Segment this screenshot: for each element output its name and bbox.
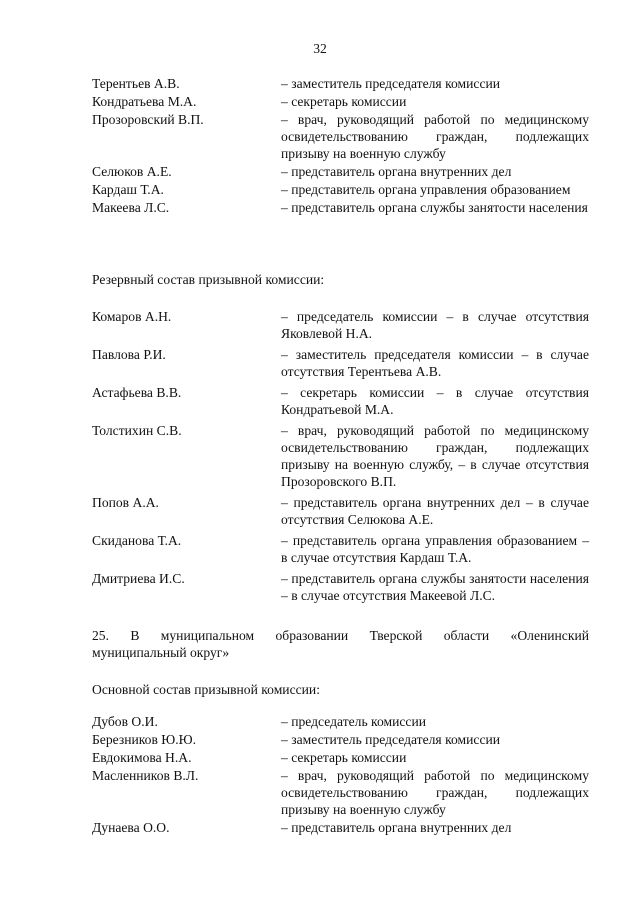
member-name: Дмитриева И.С. xyxy=(92,571,185,586)
member-role: – заместитель председателя комиссии – в случае отсутствия Терентьева А.В. xyxy=(281,347,589,379)
member-row xyxy=(92,93,589,110)
reserve-composition-heading: Резервный состав призывной комиссии: xyxy=(92,272,325,287)
member-name: Дунаева О.О. xyxy=(92,820,170,835)
member-name: Попов А.А. xyxy=(92,495,159,510)
member-name: Евдокимова Н.А. xyxy=(92,750,192,765)
reserve-members-list xyxy=(92,308,589,604)
member-role: – секретарь комиссии xyxy=(281,94,407,109)
member-role: – врач, руководящий работой по медицинскому освидетельствованию граждан, подлежащих призыву на военную службу xyxy=(281,768,589,817)
member-name: Комаров А.Н. xyxy=(92,309,172,324)
member-name: Дубов О.И. xyxy=(92,714,158,729)
member-name: Селюков А.Е. xyxy=(92,164,172,179)
member-name: Скиданова Т.А. xyxy=(92,533,182,548)
commission-members-list-1 xyxy=(92,75,589,216)
member-row xyxy=(92,570,589,604)
member-row xyxy=(92,181,589,198)
member-name: Масленников В.Л. xyxy=(92,768,199,783)
member-name: Толстихин С.В. xyxy=(92,423,182,438)
member-role: – секретарь комиссии – в случае отсутствия Кондратьевой М.А. xyxy=(281,385,589,417)
member-row xyxy=(92,422,589,490)
member-name: Астафьева В.В. xyxy=(92,385,182,400)
municipality-heading-line-2: муниципальный округ» xyxy=(92,645,230,660)
member-row xyxy=(92,713,589,730)
member-role: – представитель органа управления образованием xyxy=(281,182,571,197)
member-name: Павлова Р.И. xyxy=(92,347,166,362)
member-name: Терентьев А.В. xyxy=(92,76,180,91)
member-row xyxy=(92,75,589,92)
member-row xyxy=(92,494,589,528)
member-role: – секретарь комиссии xyxy=(281,750,407,765)
member-row xyxy=(92,749,589,766)
member-role: – представитель органа внутренних дел xyxy=(281,820,512,835)
municipality-heading-line-1: 25. В муниципальном образовании Тверской области «Оленинский xyxy=(92,628,589,643)
member-row xyxy=(92,346,589,380)
member-name: Кардаш Т.А. xyxy=(92,182,164,197)
member-role: – заместитель председателя комиссии xyxy=(281,732,501,747)
member-role: – врач, руководящий работой по медицинскому освидетельствованию граждан, подлежащих призыву на военную службу xyxy=(281,112,589,161)
member-row xyxy=(92,767,589,818)
member-role: – представитель органа внутренних дел – в случае отсутствия Селюкова А.Е. xyxy=(281,495,589,527)
member-name: Кондратьева М.А. xyxy=(92,94,197,109)
member-name: Макеева Л.С. xyxy=(92,200,170,215)
member-row xyxy=(92,532,589,566)
member-role: – врач, руководящий работой по медицинскому освидетельствованию граждан, подлежащих призыву на военную службу, – в случае отсутствия Прозоровского В.П. xyxy=(281,423,589,489)
member-role: – заместитель председателя комиссии xyxy=(281,76,501,91)
member-role: – представитель органа внутренних дел xyxy=(281,164,512,179)
member-name: Березников Ю.Ю. xyxy=(92,732,197,747)
member-row xyxy=(92,199,589,216)
member-name: Прозоровский В.П. xyxy=(92,112,204,127)
member-row xyxy=(92,819,589,836)
member-row xyxy=(92,163,589,180)
main-composition-heading: Основной состав призывной комиссии: xyxy=(92,682,320,697)
member-role: – председатель комиссии xyxy=(281,714,426,729)
page-number: 32 xyxy=(313,41,327,56)
member-role: – представитель органа службы занятости населения xyxy=(281,200,588,215)
member-role: – представитель органа управления образованием – в случае отсутствия Кардаш Т.А. xyxy=(281,533,589,565)
member-role: – представитель органа службы занятости населения – в случае отсутствия Макеевой Л.С. xyxy=(281,571,589,603)
commission-members-list-2 xyxy=(92,713,589,836)
member-row xyxy=(92,731,589,748)
member-row xyxy=(92,111,589,162)
member-role: – председатель комиссии – в случае отсутствия Яковлевой Н.А. xyxy=(281,309,589,341)
member-row xyxy=(92,308,589,342)
member-row xyxy=(92,384,589,418)
